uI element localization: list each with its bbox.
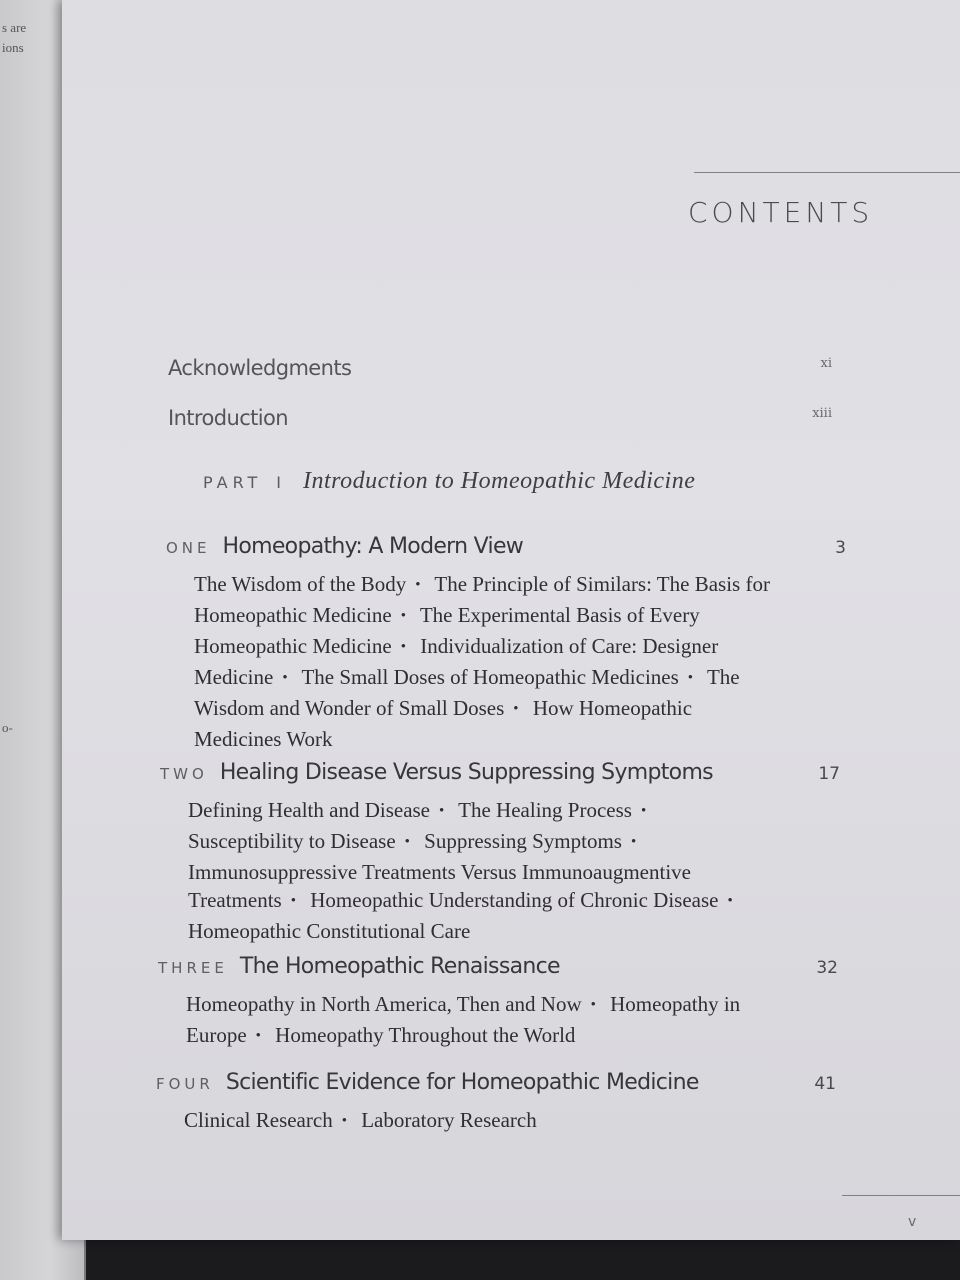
toc-entry-introduction[interactable] — [168, 406, 832, 430]
left-page-fragment: s are — [2, 20, 27, 35]
toc-entry-page: xi — [820, 356, 832, 371]
chapter-topics: Clinical Research • Laboratory Research — [184, 1108, 537, 1132]
topic: Individualization of Care: Designer Medicine — [194, 634, 719, 689]
topic: How Homeopathic Medicines Work — [194, 696, 693, 751]
chapter-topics: The Wisdom of the Body • The Principle of Similars: The Basis for Homeopathic Medicine • The Experimental Basis of Every Homeopathic Medicine • Individualization of Care: Designer Medicine • The Small Doses of Homeopathic Medicines • The Wisdom and Wonder of Small Doses • How Homeopathic Medicines Work — [194, 572, 770, 751]
chapter-page: 32 — [816, 958, 838, 978]
chapter-title: Homeopathy: A Modern View — [222, 534, 524, 559]
chapter-title: The Homeopathic Renaissance — [239, 954, 560, 979]
chapter-number: ONE — [166, 539, 211, 557]
bottom-rule — [842, 1195, 960, 1196]
topic: Clinical Research — [184, 1108, 333, 1132]
toc-entry-label: Acknowledgments — [168, 356, 352, 380]
topic: Suppressing Symptoms — [424, 829, 622, 853]
chapter-number: FOUR — [156, 1075, 214, 1093]
topic: The Experimental Basis of Every Homeopathic Medicine — [194, 603, 700, 658]
topic: Homeopathic Constitutional Care — [188, 919, 471, 943]
toc-entry-acknowledgments[interactable] — [168, 356, 832, 380]
page-title: CONTENTS — [688, 196, 874, 229]
topic: The Wisdom and Wonder of Small Doses — [194, 665, 740, 720]
chapter-page: 17 — [818, 764, 840, 784]
topic: The Healing Process — [458, 798, 632, 822]
topic: Susceptibility to Disease — [188, 829, 396, 853]
chapter-title: Healing Disease Versus Suppressing Symptoms — [219, 760, 713, 785]
book-page — [62, 0, 960, 1240]
chapter-page: 41 — [814, 1074, 836, 1094]
toc-entry-page: xiii — [812, 406, 832, 421]
chapter-page: 3 — [835, 538, 846, 558]
topic: Homeopathy in Europe — [186, 992, 741, 1047]
topic: Homeopathy Throughout the World — [275, 1023, 576, 1047]
topic: Homeopathy in North America, Then and Now — [186, 992, 582, 1016]
chapter-topics: Homeopathy in North America, Then and Now • Homeopathy in Europe • Homeopathy Throughout the World — [186, 992, 741, 1047]
topic: The Principle of Similars: The Basis for Homeopathic Medicine — [194, 572, 770, 627]
page-number: v — [908, 1214, 917, 1230]
part-heading — [203, 468, 843, 495]
part-title: Introduction to Homeopathic Medicine — [303, 468, 696, 494]
topic: Immunosuppressive Treatments Versus Immunoaugmentive Treatments — [188, 860, 691, 912]
topic: Laboratory Research — [361, 1108, 537, 1132]
left-page-fragment: o- — [2, 720, 13, 735]
toc-entry-label: Introduction — [168, 406, 288, 430]
part-label: PART — [203, 473, 263, 492]
chapter-title: Scientific Evidence for Homeopathic Medicine — [225, 1070, 699, 1095]
part-number: I — [276, 473, 282, 492]
topic: The Wisdom of the Body — [194, 572, 407, 596]
chapter-number: TWO — [160, 765, 208, 783]
chapter-topics: Defining Health and Disease • The Healing Process • Susceptibility to Disease • Suppressing Symptoms • Immunosuppressive Treatments Versus Immunoaugmentive Treatments • Homeopathic Understanding of Chronic Disease • Homeopathic Constitutional Care — [188, 798, 733, 943]
chapter-entry[interactable] — [166, 534, 846, 753]
topic: Homeopathic Understanding of Chronic Disease — [310, 888, 719, 912]
topic: Defining Health and Disease — [188, 798, 431, 822]
chapter-entry[interactable] — [156, 1070, 836, 1137]
chapter-entry[interactable] — [158, 954, 838, 1052]
chapter-number: THREE — [158, 959, 228, 977]
left-page-fragment: ions — [2, 40, 24, 55]
topic: The Small Doses of Homeopathic Medicines — [301, 665, 679, 689]
chapter-entry[interactable] — [160, 760, 840, 945]
top-rule — [694, 172, 960, 173]
